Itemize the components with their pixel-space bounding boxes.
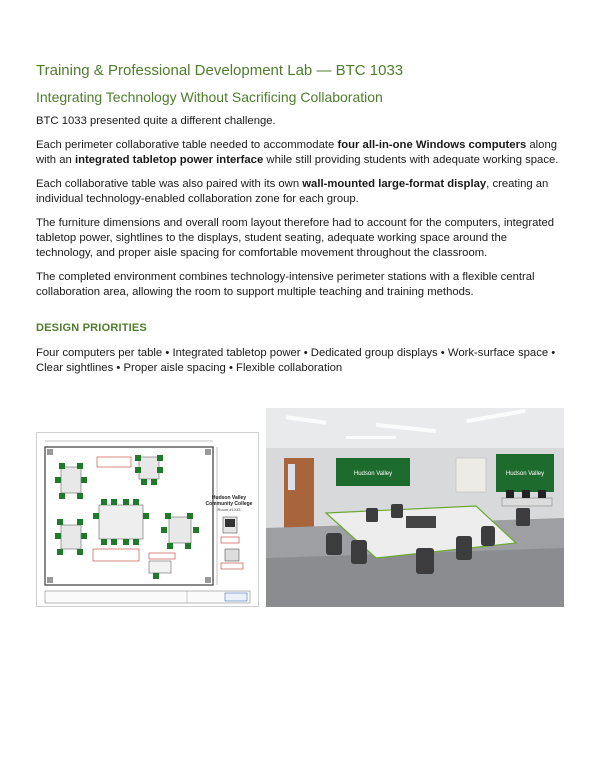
perimeter-table-top-left xyxy=(55,463,87,499)
paragraph-intro: BTC 1033 presented quite a different challenge. xyxy=(36,115,276,127)
classroom-photo-drawing xyxy=(266,408,564,607)
bold-display: wall-mounted large-format display xyxy=(302,178,487,190)
bold-computers: four all-in-one Windows computers xyxy=(337,139,527,151)
plan-room-number: Room #1033 xyxy=(217,507,241,512)
floor-plan-drawing xyxy=(37,433,258,606)
central-table-cluster xyxy=(93,499,149,545)
paragraph-environment: The completed environment combines technology-intensive perimeter stations with a flexible central collaboration area, allowing the room to support multiple teaching and training methods. xyxy=(36,271,535,298)
text-span: while still providing students with adequate working space. xyxy=(263,154,559,166)
document-body xyxy=(36,62,566,376)
text-span: Each perimeter collaborative table needed to accommodate xyxy=(36,139,338,151)
floor-plan-image xyxy=(36,432,259,607)
display-right-label: Hudson Valley xyxy=(505,471,545,477)
paragraph-computers xyxy=(36,138,566,168)
page-title: Training & Professional Development Lab — BTC 1033 xyxy=(36,62,404,79)
bold-power-interface: integrated tabletop power interface xyxy=(74,154,264,166)
perimeter-table-bottom-left xyxy=(55,519,87,555)
section-heading-design-priorities: DESIGN PRIORITIES xyxy=(36,322,147,334)
page-subtitle: Integrating Technology Without Sacrificing Collaboration xyxy=(36,89,383,105)
text-span: along with an xyxy=(36,139,558,166)
paragraph-displays xyxy=(36,177,566,207)
plan-college-name-1: Hudson Valley xyxy=(211,495,247,501)
classroom-photo xyxy=(266,408,564,607)
text-span: Each collaborative table was also paired with its own xyxy=(36,178,303,190)
perimeter-table-top-right xyxy=(135,455,163,485)
perimeter-table-bottom-right xyxy=(161,513,199,549)
text-span: , creating an individual technology-enabled collaboration zone for each group. xyxy=(36,178,549,205)
paragraph-layout: The furniture dimensions and overall room layout therefore had to account for the computers, integrated tabletop power, sightlines to the displays, student seating, adequate working space around the technology, and proper aisle spacing for comfortable movement throughout the classroom. xyxy=(36,217,555,259)
plan-college-name-2: Community College xyxy=(205,501,253,507)
display-left-label: Hudson Valley xyxy=(353,471,393,477)
design-priorities-list: Four computers per table • Integrated tabletop power • Dedicated group displays • Work-surface space • Clear sightlines • Proper aisle spacing • Flexible collaboration xyxy=(36,347,556,374)
